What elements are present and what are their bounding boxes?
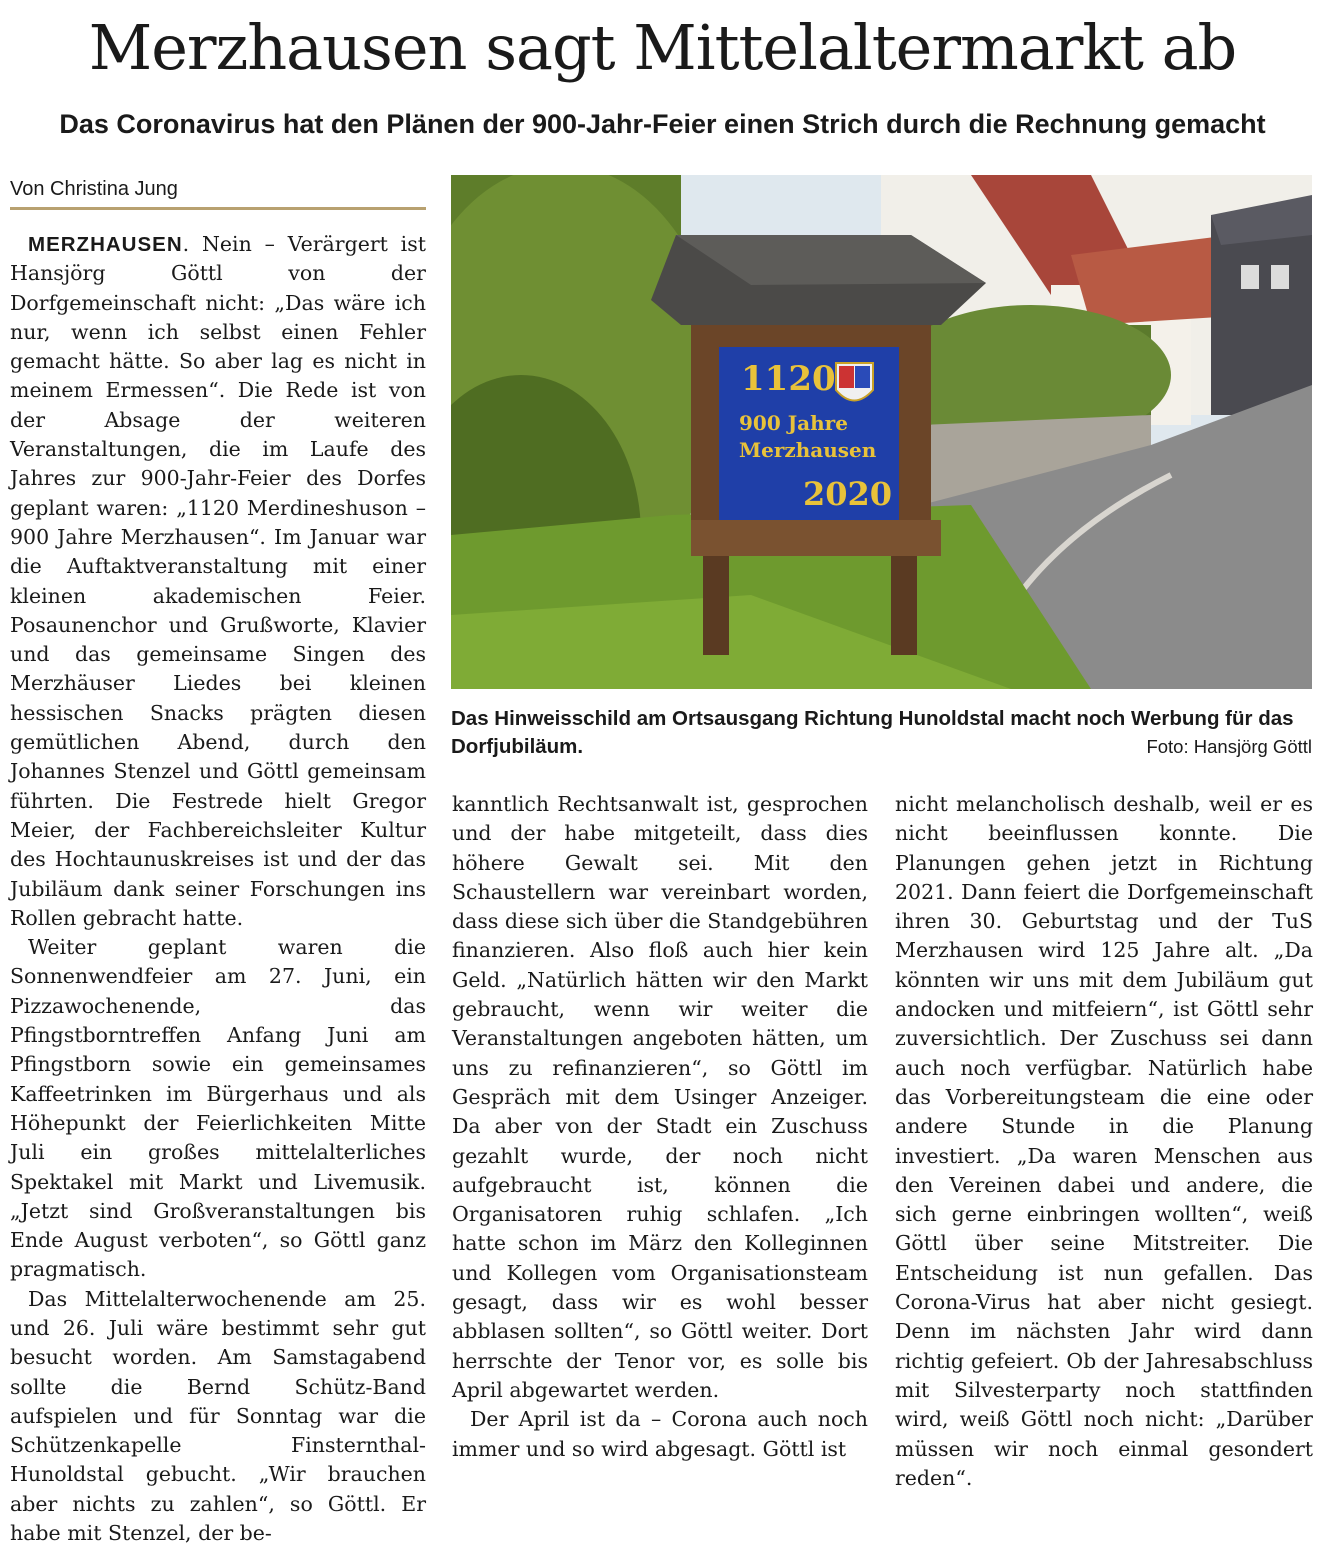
photo-credit: Foto: Hansjörg Göttl <box>1146 736 1312 757</box>
sign-year-start: 1120 <box>741 359 836 399</box>
article-column-1 <box>10 230 426 1548</box>
paragraph-text: . Nein – Verärgert ist Hansjörg Göttl von der Dorfgemeinschaft nicht: „Das wäre ich nur, wenn ich selbst einen Fehler gemacht hätte. So aber lag es nicht in meinem Ermessen“. Die Rede ist von der Absage der weiteren Veranstaltungen, die im Laufe des Jahres zur 900-Jahr-Feier des Dorfes geplant waren: „1120 Merdineshuson – 900 Jahre Merzhausen“. Im Januar war die Auftaktveranstaltung mit einer kleinen akademischen Feier. Posaunenchor und Grußworte, Klavier und das gemeinsame Singen des Merzhäuser Liedes bei kleinen hessischen Snacks prägten diesen gemütlichen Abend, durch den Johannes Stenzel und Göttl gemeinsam führten. Die Festrede hielt Gregor Meier, der Fachbereichsleiter Kultur des Hochtaunuskreises ist und der das Jubiläum dank seiner Forschungen ins Rollen gebracht hatte. <box>10 232 426 930</box>
sign-line-1: 900 Jahre <box>739 411 848 435</box>
article-column-2 <box>452 790 868 1464</box>
headline: Merzhausen sagt Mittelaltermarkt ab <box>88 11 1237 84</box>
dateline: MERZHAUSEN <box>28 233 183 256</box>
paragraph <box>10 230 426 933</box>
byline: Von Christina Jung <box>10 175 426 210</box>
paragraph: nicht melancholisch deshalb, weil er es nicht beeinflussen konnte. Die Planungen gehen jetzt in Richtung 2021. Dann feiert die Dorfgemeinschaft ihren 30. Geburtstag und der TuS Merzhausen wird 125 Jahre alt. „Da könnten wir uns mit dem Jubiläum gut andocken und mitfeiern“, ist Göttl sehr zuversichtlich. Der Zuschuss sei dann auch noch verfügbar. Natürlich habe das Vorbereitungsteam die eine oder andere Stunde in die Planung investiert. „Da waren Menschen aus den Vereinen dabei und andere, die sich gerne einbringen wollten“, weiß Göttl über seine Mitstreiter. Die Entscheidung ist nun gefallen. Das Corona-Virus hat aber nicht gesiegt. Denn im nächsten Jahr wird dann richtig gefeiert. Ob der Jahresabschluss mit Silvesterparty noch stattfinden wird, weiß Göttl noch nicht: „Darüber müssen wir noch einmal gesondert reden“. <box>895 792 1313 1490</box>
paragraph: Der April ist da – Corona auch noch immer und so wird abgesagt. Göttl ist <box>452 1407 868 1461</box>
paragraph: Weiter geplant waren die Sonnenwendfeier am 27. Juni, ein Pizzawochenende, das Pfingstborntreffen Anfang Juni am Pfingstborn sowie ein gemeinsames Kaffeetrinken im Bürgerhaus und als Höhepunkt der Feierlichkeiten Mitte Juli ein großes mittelalterliches Spektakel mit Markt und Livemusik. „Jetzt sind Großveranstaltungen bis Ende August verboten“, so Göttl ganz pragmatisch. <box>10 935 426 1282</box>
paragraph: Das Mittelalterwochenende am 25. und 26. Juli wäre bestimmt sehr gut besucht worden. Am Samstagabend sollte die Bernd Schütz-Band aufspielen und für Sonntag war die Schützenkapelle Finsternthal-Hunoldstal gebucht. „Wir brauchen aber nichts zu zahlen“, so Göttl. Er habe mit Stenzel, der be- <box>10 1286 426 1546</box>
photo-sign <box>451 175 1312 689</box>
paragraph: kanntlich Rechtsanwalt ist, gesprochen und der habe mitgeteilt, dass dies höhere Gewalt sei. Mit den Schaustellern war vereinbart worden, dass diese sich über die Standgebühren finanzieren. Also floß auch hier kein Geld. „Natürlich hätten wir den Markt gebraucht, wenn wir weiter die Veranstaltungen angeboten hätten, um uns zu refinanzieren“, so Göttl im Gespräch mit dem Usinger Anzeiger. Da aber von der Stadt ein Zuschuss gezahlt wurde, der noch nicht aufgebraucht ist, können die Organisatoren ruhig schlafen. „Ich hatte schon im März den Kolleginnen und Kollegen vom Organisationsteam gesagt, dass wir es wohl besser abblasen sollten“, so Göttl weiter. Dort herrschte der Tenor vor, es solle bis April abgewartet werden. <box>452 792 869 1402</box>
subheadline: Das Coronavirus hat den Plänen der 900-Jahr-Feier einen Strich durch die Rechnung gemacht <box>59 109 1266 139</box>
photo-caption: Das Hinweisschild am Ortsausgang Richtung Hunoldstal macht noch Werbung für das Dorfjubiläum. <box>451 707 1294 758</box>
sign-line-2: Merzhausen <box>739 438 877 462</box>
article-column-3 <box>895 790 1313 1493</box>
sign-year-end: 2020 <box>803 475 893 513</box>
coat-of-arms-icon <box>836 363 873 401</box>
